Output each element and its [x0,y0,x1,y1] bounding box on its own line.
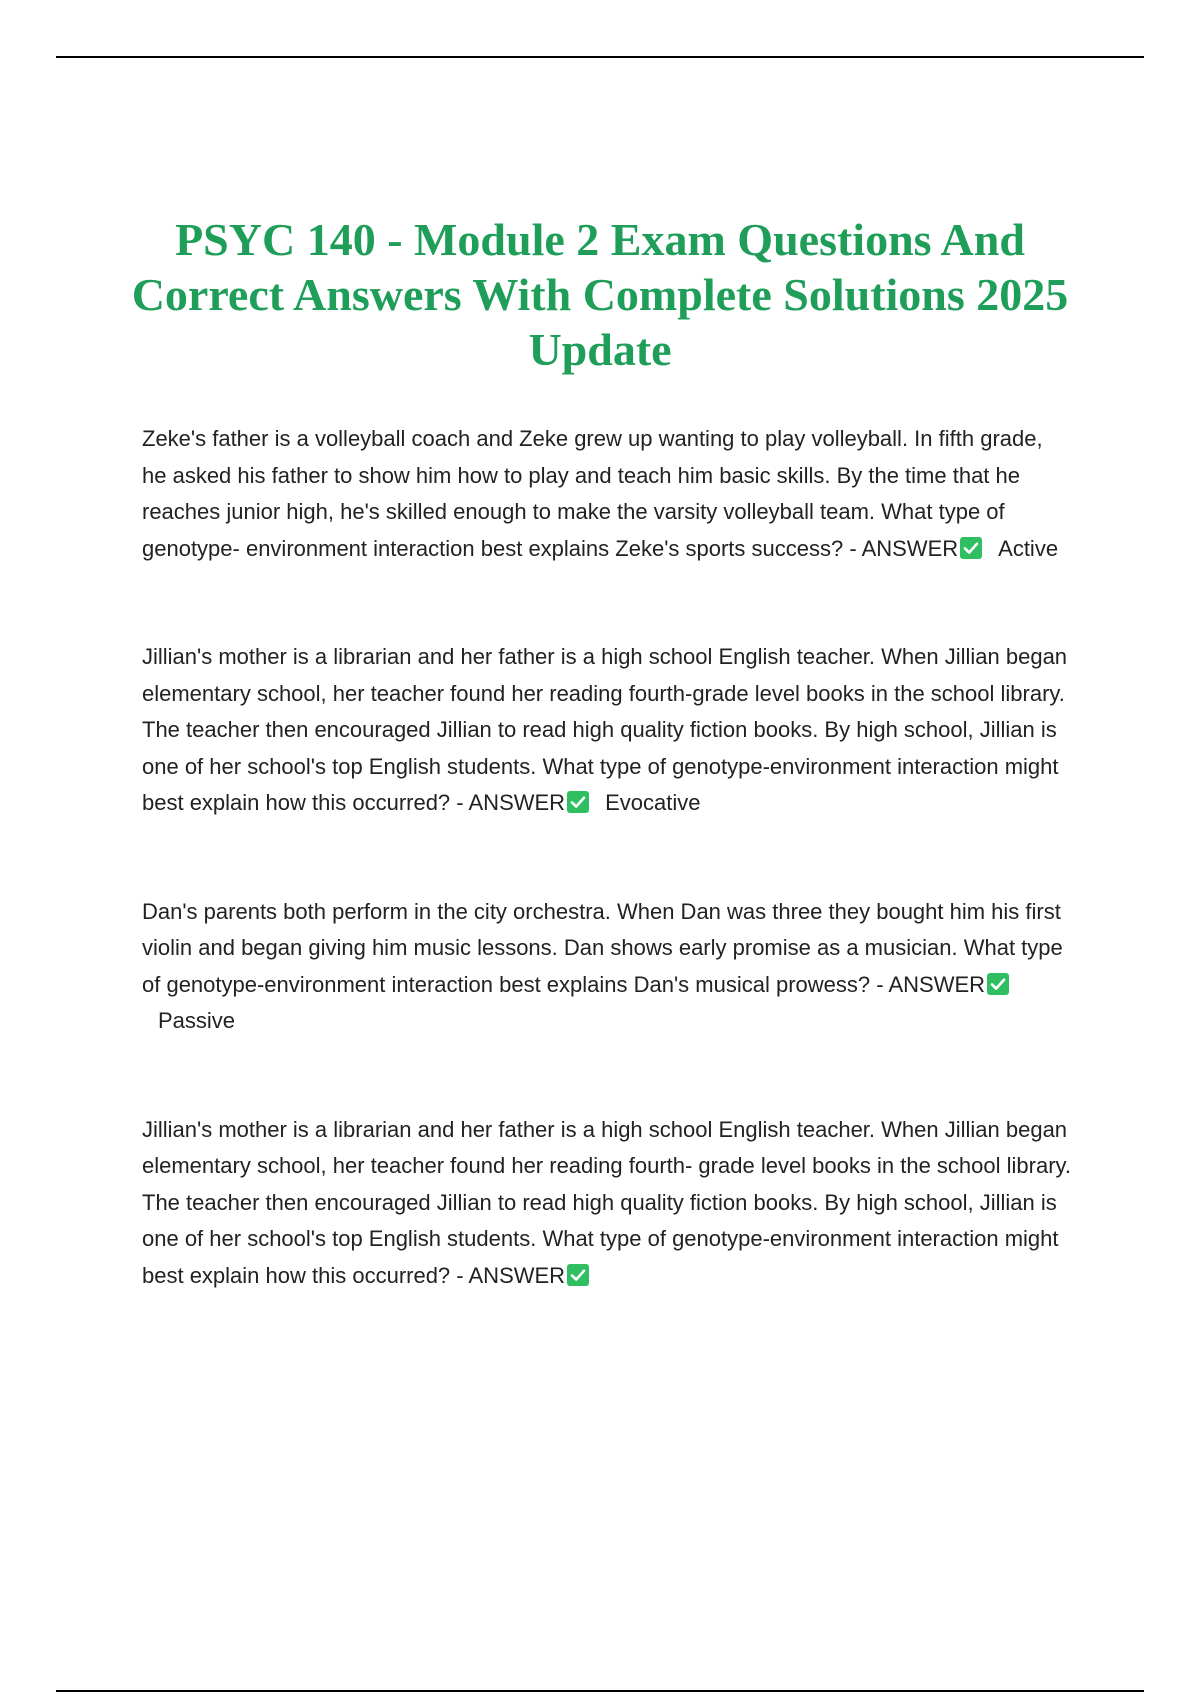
question-text: Zeke's father is a volleyball coach and Zeke grew up wanting to play volleyball. In fifth grade, he asked his father to show him how to play and teach him basic skills. By the time that he reaches junior high, he's skilled enough to make the varsity volleyball team. What type of genotype- environment interaction best explains Zeke's sports success? - ANSWER [142,426,1043,561]
question-text: Jillian's mother is a librarian and her father is a high school English teacher. When Jillian began elementary school, her teacher found her reading fourth-grade level books in the school library. The teacher then encouraged Jillian to read high quality fiction books. By high school, Jillian is one of her school's top English students. What type of genotype-environment interaction might best explain how this occurred? - ANSWER [142,644,1068,815]
check-mark-icon [987,973,1009,995]
qa-item-4 [142,1112,1072,1295]
answer-text: Active [998,535,1059,561]
qa-item-2 [142,639,1072,822]
bottom-rule [56,1690,1144,1692]
answer-text: Passive [158,1008,236,1033]
answer-text: Evocative [605,790,701,815]
qa-item-3 [142,894,1072,1040]
qa-list [142,421,1072,1294]
check-mark-icon [567,1264,589,1286]
document-title: PSYC 140 - Module 2 Exam Questions And Correct Answers With Complete Solutions 2025 Update [131,214,1069,375]
question-text: Jillian's mother is a librarian and her father is a high school English teacher. When Jillian began elementary school, her teacher found her reading fourth- grade level books in the school library. The teacher then encouraged Jillian to read high quality fiction books. By high school, Jillian is one of her school's top English students. What type of genotype-environment interaction might best explain how this occurred? - ANSWER [142,1116,1072,1288]
qa-item-1 [142,421,1072,567]
question-text: Dan's parents both perform in the city orchestra. When Dan was three they bought him his first violin and began giving him music lessons. Dan shows early promise as a musician. What type of genotype-environment interaction best explains Dan's musical prowess? - ANSWER [142,898,1063,997]
check-mark-icon [567,791,589,813]
top-rule [56,56,1144,58]
check-mark-icon [960,537,982,559]
